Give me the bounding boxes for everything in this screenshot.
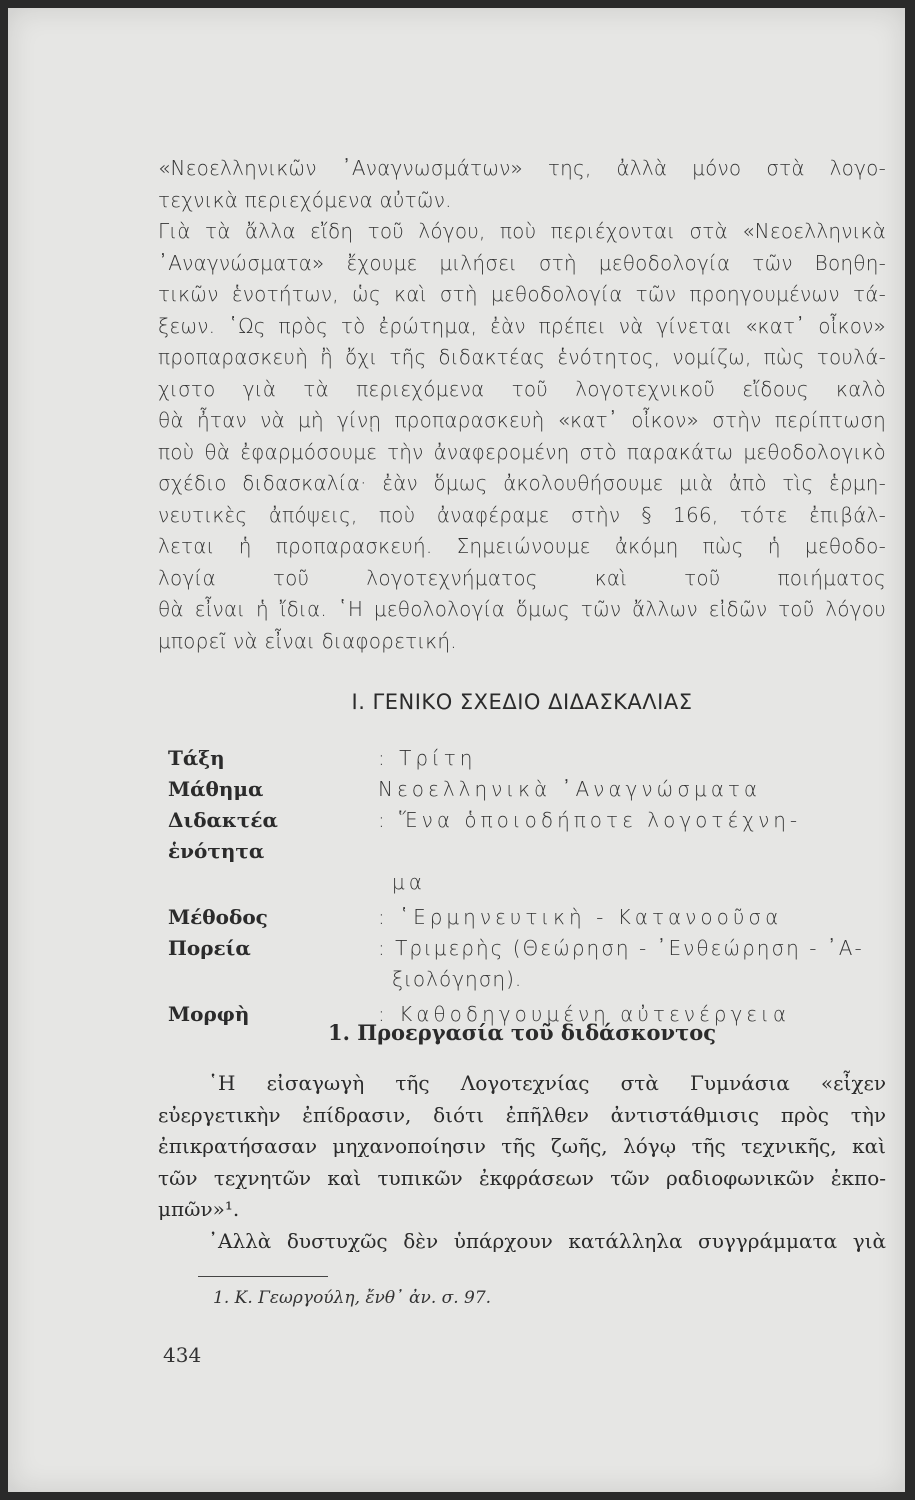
plan-label: Πορεία [168, 936, 251, 960]
text-line: ποὺ θὰ ἐφαρμόσουμε τὴν ἀναφερομένη στὸ παρακάτω μεθοδολογικὸ [158, 439, 886, 464]
plan-value: : Καθοδηγουμένη αὐτενέργεια [378, 1002, 791, 1026]
paragraph-intro [158, 153, 886, 657]
plan-row-mathima [168, 774, 886, 805]
plan-value: Νεοελληνικὰ ᾿Αναγνώσματα [378, 777, 762, 801]
plan-row-enotita [168, 805, 886, 867]
plan-label: Μορφὴ [168, 1002, 250, 1026]
text-line: ᾿Αναγνώσματα» ἔχουμε μιλήσει στὴ μεθοδολογία τῶν Βοηθη- [158, 250, 886, 275]
plan-row-taxi [168, 743, 886, 774]
plan-label: Διδακτέα ἑνότητα [168, 808, 278, 863]
plan-label: Μάθημα [168, 777, 264, 801]
plan-value: : Ἕνα ὁποιοδήποτε λογοτέχνη- [378, 808, 802, 832]
text-line: τικῶν ἑνοτήτων, ὡς καὶ στὴ μεθοδολογία τῶν προηγουμένων τά- [158, 282, 886, 306]
text-line: ῾Η εἰσαγωγὴ τῆς Λογοτεχνίας στὰ Γυμνάσια «εἶχεν [208, 1071, 886, 1095]
text-line: θὰ ἦταν νὰ μὴ γίνῃ προπαρασκευὴ «κατ᾿ οἶκον» στὴν περίπτωση [158, 408, 886, 432]
page-number: 434 [163, 1343, 202, 1367]
text-line: σχέδιο διδασκαλία· ἐὰν ὅμως ἀκολουθήσουμε μιὰ ἀπὸ τὶς ἑρμη- [158, 471, 886, 495]
lesson-plan [168, 743, 886, 1030]
text-line: «Νεοελληνικῶν ᾿Αναγνωσμάτων» της, ἀλλὰ μόνο στὰ λογο- [158, 156, 886, 180]
plan-row-methodos [168, 902, 886, 933]
section-heading: Ι. ΓΕΝΙΚΟ ΣΧΕΔΙΟ ΔΙΔΑΣΚΑΛΙΑΣ [351, 690, 693, 714]
plan-value: μα [392, 870, 426, 894]
text-line: νευτικὲς ἀπόψεις, ποὺ ἀναφέραμε στὴν § 166, τότε ἐπιβάλ- [158, 502, 886, 527]
text-line: λογία τοῦ λογοτεχνήματος καὶ τοῦ ποιήματος [158, 565, 886, 590]
paragraph-preparation [158, 1068, 886, 1257]
plan-value: : Τριμερὴς (Θεώρηση - ᾿Ενθεώρηση - ᾿Α- [378, 936, 864, 960]
plan-row-poreia [168, 933, 886, 964]
plan-value: : ῾Ερμηνευτικὴ - Κατανοοῦσα [378, 905, 783, 929]
text-line: λεται ἡ προπαρασκευή. Σημειώνουμε ἀκόμη πὼς ἡ μεθοδο- [158, 534, 886, 558]
plan-row-enotita-cont [168, 867, 886, 898]
text-line: ἐπικρατήσασαν μηχανοποίησιν τῆς ζωῆς, λόγῳ τῆς τεχνικῆς, καὶ [158, 1134, 886, 1158]
sub-heading: 1. Προεργασία τοῦ διδάσκοντος [328, 1020, 716, 1045]
plan-label: Τάξη [168, 746, 225, 770]
footnote: 1. Κ. Γεωργούλη, ἔνθ᾿ ἀν. σ. 97. [213, 1288, 492, 1308]
text-line: τῶν τεχνητῶν καὶ τυπικῶν ἐκφράσεων τῶν ραδιοφωνικῶν ἐκπο- [158, 1165, 886, 1190]
plan-value: : Τρίτη [378, 746, 477, 770]
plan-row-poreia-cont [168, 964, 886, 995]
text-line: τεχνικὰ περιεχόμενα αὐτῶν. [158, 187, 452, 212]
plan-value: ξιολόγηση). [392, 967, 523, 991]
footnote-divider [198, 1276, 328, 1277]
text-line: μπορεῖ νὰ εἶναι διαφορετική. [158, 628, 457, 653]
text-line: ᾿Αλλὰ δυστυχῶς δὲν ὑπάρχουν κατάλληλα συγγράμματα γιὰ [208, 1228, 886, 1253]
book-page [8, 8, 905, 1492]
text-line: εὐεργετικὴν ἐπίδρασιν, διότι ἐπῆλθεν ἀντιστάθμισις πρὸς τὴν [158, 1102, 886, 1127]
text-line: ξεων. ῾Ως πρὸς τὸ ἐρώτημα, ἐὰν πρέπει νὰ γίνεται «κατ᾿ οἶκον» [158, 313, 886, 338]
text-line: προπαρασκευὴ ἢ ὄχι τῆς διδακτέας ἑνότητος, νομίζω, πὼς τουλά- [158, 345, 886, 369]
plan-label: Μέθοδος [168, 905, 268, 929]
text-line: χιστο γιὰ τὰ περιεχόμενα τοῦ λογοτεχνικοῦ εἴδους καλὸ [158, 376, 886, 401]
text-line: Γιὰ τὰ ἄλλα εἴδη τοῦ λόγου, ποὺ περιέχονται στὰ «Νεοελληνικὰ [158, 219, 886, 243]
text-line: θὰ εἶναι ἡ ἴδια. ῾Η μεθολολογία ὅμως τῶν ἄλλων εἰδῶν τοῦ λόγου [158, 597, 886, 621]
text-line: μπῶν»¹. [158, 1197, 240, 1221]
